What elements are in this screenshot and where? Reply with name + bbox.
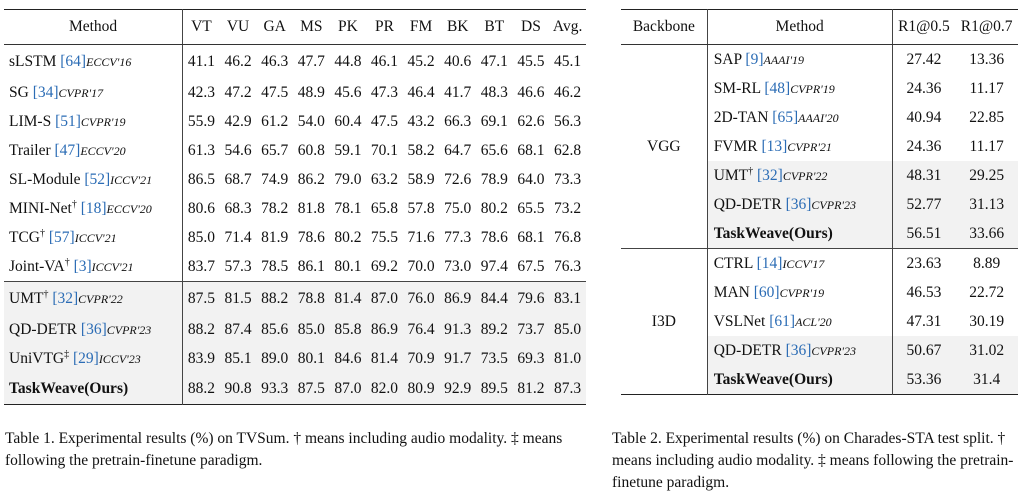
value-cell: 68.1	[517, 228, 545, 246]
value-cell: 54.0	[297, 112, 325, 130]
value-cell: 81.2	[513, 373, 550, 405]
value-cell: 31.4	[955, 365, 1018, 395]
method-name: sLSTM	[9, 52, 57, 70]
method-name: Joint-VA	[9, 258, 65, 276]
citation-link[interactable]: [47]	[54, 141, 81, 159]
table-2-i3d-group	[621, 249, 1018, 395]
venue-label: CVPR'17	[58, 85, 104, 100]
venue-label: ICCV'21	[110, 172, 153, 187]
method-cell	[707, 219, 892, 249]
value-cell: 83.1	[549, 282, 586, 316]
value-cell: 47.2	[224, 83, 252, 101]
value-cell: 46.1	[370, 52, 399, 70]
value-cell: 88.2	[183, 315, 220, 344]
citation-link[interactable]: [36]	[785, 195, 812, 213]
value-cell: 74.9	[261, 170, 289, 188]
value-cell: 77.3	[444, 228, 472, 246]
value-cell: 93.3	[256, 373, 293, 405]
method-name: TCG	[9, 229, 40, 247]
venue-label: CVPR'23	[106, 322, 152, 337]
value-cell: 81.0	[549, 344, 586, 373]
value-cell: 57.3	[224, 257, 252, 275]
value-cell: 24.36	[906, 137, 942, 155]
value-cell: 78.5	[261, 257, 289, 275]
value-cell: 81.4	[330, 282, 367, 316]
method-cell	[4, 107, 183, 136]
table-2-caption: Table 2. Experimental results (%) on Charades-STA test split. † means including audio modality. ‡ means following the pretrain-finetune paradigm.	[612, 430, 1014, 491]
value-cell: 78.8	[293, 282, 330, 316]
value-cell: 62.8	[554, 141, 582, 159]
value-cell: 89.2	[476, 315, 513, 344]
col-header-vu: VU	[220, 10, 257, 45]
method-cell	[707, 132, 892, 161]
citation-link[interactable]: [64]	[60, 52, 87, 70]
venue-label: ICCV'21	[91, 260, 134, 275]
value-cell: 65.8	[370, 199, 399, 217]
value-cell: 58.9	[407, 170, 435, 188]
value-cell: 86.9	[439, 282, 476, 316]
value-cell: 69.3	[513, 344, 550, 373]
col-header-bk: BK	[439, 10, 476, 45]
method-name: VSLNet	[713, 312, 766, 330]
citation-link[interactable]: [52]	[84, 170, 111, 188]
value-cell: 46.3	[261, 52, 289, 70]
value-cell: 52.77	[892, 190, 955, 219]
table-row	[4, 45, 586, 79]
value-cell: 47.1	[480, 52, 508, 70]
value-cell: 73.5	[476, 344, 513, 373]
value-cell: 85.0	[549, 315, 586, 344]
venue-label: CVPR'21	[787, 139, 832, 154]
value-cell: 79.6	[513, 282, 550, 316]
value-cell: 40.94	[906, 108, 942, 126]
value-cell: 80.1	[293, 344, 330, 373]
value-cell: 76.8	[554, 228, 582, 246]
value-cell: 85.8	[330, 315, 367, 344]
table-row	[621, 249, 1018, 279]
citation-link[interactable]: [51]	[55, 112, 81, 130]
citation-link[interactable]: [18]	[80, 200, 107, 218]
value-cell: 71.4	[224, 228, 252, 246]
col-header-fm: FM	[403, 10, 440, 45]
value-cell: 53.36	[892, 365, 955, 395]
value-cell: 87.0	[366, 282, 403, 316]
value-cell: 72.6	[444, 170, 472, 188]
value-cell: 85.1	[220, 344, 257, 373]
value-cell: 91.7	[439, 344, 476, 373]
method-name: UMT	[9, 290, 44, 308]
value-cell: 80.2	[334, 228, 362, 246]
value-cell: 8.89	[955, 249, 1018, 279]
venue-label: CVPR'19	[80, 114, 126, 129]
value-cell: 86.2	[297, 170, 325, 188]
value-cell: 13.36	[969, 50, 1005, 68]
method-cell	[4, 165, 183, 194]
value-cell: 46.53	[906, 283, 942, 301]
table-row	[4, 194, 586, 223]
value-cell: 65.5	[517, 199, 545, 217]
method-name: CTRL	[713, 254, 753, 272]
value-cell: 69.1	[480, 112, 508, 130]
value-cell: 76.0	[403, 282, 440, 316]
value-cell: 80.1	[334, 257, 362, 275]
value-cell: 46.2	[224, 52, 252, 70]
method-name: QD-DETR	[713, 341, 782, 359]
value-cell: 54.6	[224, 141, 252, 159]
table-row	[4, 373, 586, 405]
value-cell: 81.9	[261, 228, 289, 246]
venue-label: CVPR'23	[811, 197, 856, 212]
method-name: Trailer	[9, 141, 51, 159]
method-name: 2D-TAN	[713, 108, 769, 126]
table-row	[4, 223, 586, 252]
table-row	[4, 315, 586, 344]
value-cell: 47.7	[297, 52, 325, 70]
citation-link[interactable]: [34]	[32, 83, 59, 101]
value-cell: 48.9	[297, 83, 325, 101]
table-1-group-2	[4, 282, 586, 405]
value-cell: 78.2	[261, 199, 289, 217]
value-cell: 56.3	[554, 112, 582, 130]
value-cell: 80.2	[480, 199, 508, 217]
value-cell: 43.2	[407, 112, 435, 130]
venue-label: CVPR'22	[78, 292, 123, 307]
modality-mark: †	[64, 256, 70, 268]
value-cell: 76.3	[554, 257, 582, 275]
value-cell: 87.0	[330, 373, 367, 405]
citation-link[interactable]: [3]	[73, 258, 92, 276]
value-cell: 81.8	[297, 199, 325, 217]
col-header-ms: MS	[293, 10, 330, 45]
citation-link[interactable]: [9]	[745, 50, 764, 68]
table-1	[4, 9, 586, 405]
method-name: UniVTG	[9, 350, 65, 368]
venue-label: ACL'20	[795, 314, 832, 329]
value-cell: 80.6	[187, 199, 215, 217]
value-cell: 45.2	[407, 52, 435, 70]
method-cell	[4, 136, 183, 165]
value-cell: 68.3	[224, 199, 252, 217]
method-name: TaskWeave(Ours)	[713, 370, 833, 388]
table-2-header-row	[621, 10, 1018, 45]
col-header-avg: Avg.	[549, 10, 586, 45]
value-cell: 87.3	[549, 373, 586, 405]
value-cell: 75.5	[370, 228, 399, 246]
venue-label: CVPR'19	[779, 285, 825, 300]
value-cell: 78.9	[480, 170, 508, 188]
modality-mark: †	[43, 288, 49, 300]
venue-label: CVPR'22	[782, 169, 828, 184]
venue-label: AAAI'20	[798, 110, 839, 125]
method-name: SG	[9, 83, 29, 101]
table-row	[4, 107, 586, 136]
value-cell: 70.1	[370, 141, 399, 159]
col-header-r1-05: R1@0.5	[892, 10, 955, 45]
venue-label: CVPR'23	[811, 343, 856, 358]
value-cell: 86.1	[297, 257, 325, 275]
value-cell: 83.9	[183, 344, 220, 373]
value-cell: 61.3	[187, 141, 215, 159]
method-cell	[4, 282, 183, 316]
value-cell: 56.51	[892, 219, 955, 249]
value-cell: 63.2	[370, 170, 399, 188]
method-cell	[4, 373, 183, 405]
value-cell: 73.7	[513, 315, 550, 344]
citation-link[interactable]: [61]	[769, 312, 796, 330]
method-cell	[707, 249, 892, 279]
value-cell: 88.2	[183, 373, 220, 405]
method-cell	[707, 103, 892, 132]
table-row	[4, 78, 586, 107]
col-header-ga: GA	[256, 10, 293, 45]
value-cell: 69.2	[370, 257, 399, 275]
value-cell: 30.19	[969, 312, 1005, 330]
method-name: FVMR	[713, 137, 758, 155]
venue-label: ECCV'16	[86, 54, 132, 69]
table-row	[4, 344, 586, 373]
value-cell: 11.17	[969, 137, 1004, 155]
citation-link[interactable]: [14]	[756, 254, 783, 272]
value-cell: 23.63	[892, 249, 955, 279]
value-cell: 73.3	[554, 170, 582, 188]
value-cell: 85.0	[187, 228, 215, 246]
value-cell: 31.13	[955, 190, 1018, 219]
table-row	[4, 282, 586, 316]
value-cell: 92.9	[439, 373, 476, 405]
modality-mark: ‡	[64, 348, 70, 360]
table-1-header-row	[4, 10, 586, 45]
venue-label: ICCV'23	[98, 352, 141, 367]
value-cell: 47.5	[370, 112, 399, 130]
col-header-backbone: Backbone	[621, 10, 707, 45]
method-name: SAP	[713, 50, 742, 68]
table-row	[4, 252, 586, 282]
value-cell: 84.4	[476, 282, 513, 316]
value-cell: 29.25	[955, 161, 1018, 190]
value-cell: 85.0	[293, 315, 330, 344]
method-cell	[4, 344, 183, 373]
modality-mark: †	[748, 165, 754, 177]
value-cell: 87.4	[220, 315, 257, 344]
value-cell: 59.1	[334, 141, 362, 159]
value-cell: 24.36	[906, 79, 942, 97]
method-cell	[707, 307, 892, 336]
value-cell: 71.6	[407, 228, 435, 246]
method-name: TaskWeave(Ours)	[9, 379, 129, 397]
value-cell: 66.3	[444, 112, 472, 130]
table-row	[4, 165, 586, 194]
value-cell: 67.5	[517, 257, 545, 275]
citation-link[interactable]: [60]	[753, 283, 780, 301]
value-cell: 70.9	[403, 344, 440, 373]
venue-label: ICCV'17	[782, 256, 825, 271]
method-cell	[707, 336, 892, 365]
method-name: TaskWeave(Ours)	[713, 224, 833, 242]
method-name: SL-Module	[9, 170, 81, 188]
value-cell: 90.8	[220, 373, 257, 405]
col-header-pk: PK	[330, 10, 367, 45]
value-cell: 73.2	[554, 199, 582, 217]
value-cell: 55.9	[187, 112, 215, 130]
value-cell: 47.5	[261, 83, 289, 101]
value-cell: 84.6	[330, 344, 367, 373]
value-cell: 46.4	[407, 83, 435, 101]
value-cell: 87.5	[293, 373, 330, 405]
value-cell: 73.0	[444, 257, 472, 275]
method-cell	[4, 252, 183, 282]
value-cell: 78.6	[480, 228, 508, 246]
venue-label: AAAI'19	[763, 52, 805, 67]
value-cell: 88.2	[256, 282, 293, 316]
citation-link[interactable]: [48]	[764, 79, 791, 97]
citation-link[interactable]: [29]	[72, 350, 99, 368]
value-cell: 31.02	[955, 336, 1018, 365]
col-header-pr: PR	[366, 10, 403, 45]
value-cell: 78.6	[297, 228, 325, 246]
method-cell	[4, 315, 183, 344]
value-cell: 83.7	[187, 257, 215, 275]
value-cell: 61.2	[261, 112, 289, 130]
value-cell: 33.66	[955, 219, 1018, 249]
value-cell: 60.4	[334, 112, 362, 130]
value-cell: 79.0	[334, 170, 362, 188]
table-row	[4, 136, 586, 165]
value-cell: 78.1	[334, 199, 362, 217]
value-cell: 62.6	[517, 112, 545, 130]
method-cell	[4, 194, 183, 223]
value-cell: 41.7	[444, 83, 472, 101]
value-cell: 47.31	[906, 312, 942, 330]
venue-label: ECCV'20	[106, 202, 152, 217]
value-cell: 41.1	[187, 52, 215, 70]
value-cell: 22.85	[969, 108, 1005, 126]
citation-link[interactable]: [32]	[757, 167, 783, 185]
col-header-method: Method	[707, 10, 892, 45]
method-name: MINI-Net	[9, 200, 72, 218]
value-cell: 47.3	[370, 83, 399, 101]
value-cell: 60.8	[297, 141, 325, 159]
value-cell: 81.5	[220, 282, 257, 316]
table-2	[621, 9, 1018, 395]
value-cell: 86.5	[187, 170, 215, 188]
value-cell: 65.6	[480, 141, 508, 159]
venue-label: ICCV'21	[74, 231, 117, 246]
value-cell: 11.17	[969, 79, 1004, 97]
method-cell	[707, 365, 892, 395]
citation-link[interactable]: [57]	[48, 229, 75, 247]
citation-link[interactable]: [32]	[52, 290, 79, 308]
method-cell	[4, 45, 183, 79]
value-cell: 45.5	[517, 52, 545, 70]
value-cell: 68.7	[224, 170, 252, 188]
value-cell: 82.0	[366, 373, 403, 405]
method-name: UMT	[713, 167, 749, 185]
value-cell: 91.3	[439, 315, 476, 344]
value-cell: 48.31	[892, 161, 955, 190]
method-name: QD-DETR	[9, 320, 78, 338]
value-cell: 46.2	[554, 83, 582, 101]
method-cell	[4, 78, 183, 107]
value-cell: 58.2	[407, 141, 435, 159]
method-cell	[4, 223, 183, 252]
citation-link[interactable]: [36]	[80, 320, 107, 338]
table-2-vgg-group	[621, 45, 1018, 249]
table-1-group-1	[4, 45, 586, 282]
citation-link[interactable]: [36]	[785, 341, 812, 359]
value-cell: 44.8	[334, 52, 362, 70]
method-cell	[707, 45, 892, 75]
value-cell: 68.1	[517, 141, 545, 159]
method-name: SM-RL	[713, 79, 761, 97]
value-cell: 85.6	[256, 315, 293, 344]
value-cell: 75.0	[444, 199, 472, 217]
value-cell: 89.5	[476, 373, 513, 405]
method-name: LIM-S	[9, 112, 52, 130]
backbone-label: I3D	[621, 249, 707, 395]
value-cell: 50.67	[892, 336, 955, 365]
value-cell: 45.1	[554, 52, 582, 70]
value-cell: 45.6	[334, 83, 362, 101]
col-header-bt: BT	[476, 10, 513, 45]
value-cell: 27.42	[906, 50, 942, 68]
value-cell: 57.8	[407, 199, 435, 217]
value-cell: 64.0	[517, 170, 545, 188]
table-1-caption: Table 1. Experimental results (%) on TVSum. † means including audio modality. ‡ means following the pretrain-finetune paradigm.	[5, 430, 563, 469]
modality-mark: †	[71, 198, 77, 210]
col-header-r1-07: R1@0.7	[955, 10, 1018, 45]
value-cell: 87.5	[183, 282, 220, 316]
value-cell: 89.0	[256, 344, 293, 373]
method-cell	[707, 190, 892, 219]
value-cell: 42.9	[224, 112, 252, 130]
method-name: QD-DETR	[713, 195, 782, 213]
method-name: MAN	[713, 283, 750, 301]
value-cell: 40.6	[444, 52, 472, 70]
table-row	[621, 45, 1018, 75]
value-cell: 64.7	[444, 141, 472, 159]
value-cell: 76.4	[403, 315, 440, 344]
value-cell: 65.7	[261, 141, 289, 159]
value-cell: 42.3	[187, 83, 215, 101]
value-cell: 46.6	[517, 83, 545, 101]
backbone-label: VGG	[621, 45, 707, 249]
col-header-method: Method	[4, 10, 183, 45]
value-cell: 22.72	[969, 283, 1005, 301]
venue-label: ECCV'20	[80, 143, 126, 158]
citation-link[interactable]: [13]	[761, 137, 788, 155]
value-cell: 86.9	[366, 315, 403, 344]
value-cell: 70.0	[407, 257, 435, 275]
method-cell	[707, 278, 892, 307]
value-cell: 81.4	[366, 344, 403, 373]
method-cell	[707, 74, 892, 103]
col-header-ds: DS	[513, 10, 550, 45]
method-cell	[707, 161, 892, 190]
col-header-vt: VT	[183, 10, 220, 45]
value-cell: 80.9	[403, 373, 440, 405]
value-cell: 97.4	[480, 257, 508, 275]
modality-mark: †	[40, 227, 45, 239]
citation-link[interactable]: [65]	[772, 108, 799, 126]
value-cell: 48.3	[480, 83, 508, 101]
venue-label: CVPR'19	[790, 81, 835, 96]
